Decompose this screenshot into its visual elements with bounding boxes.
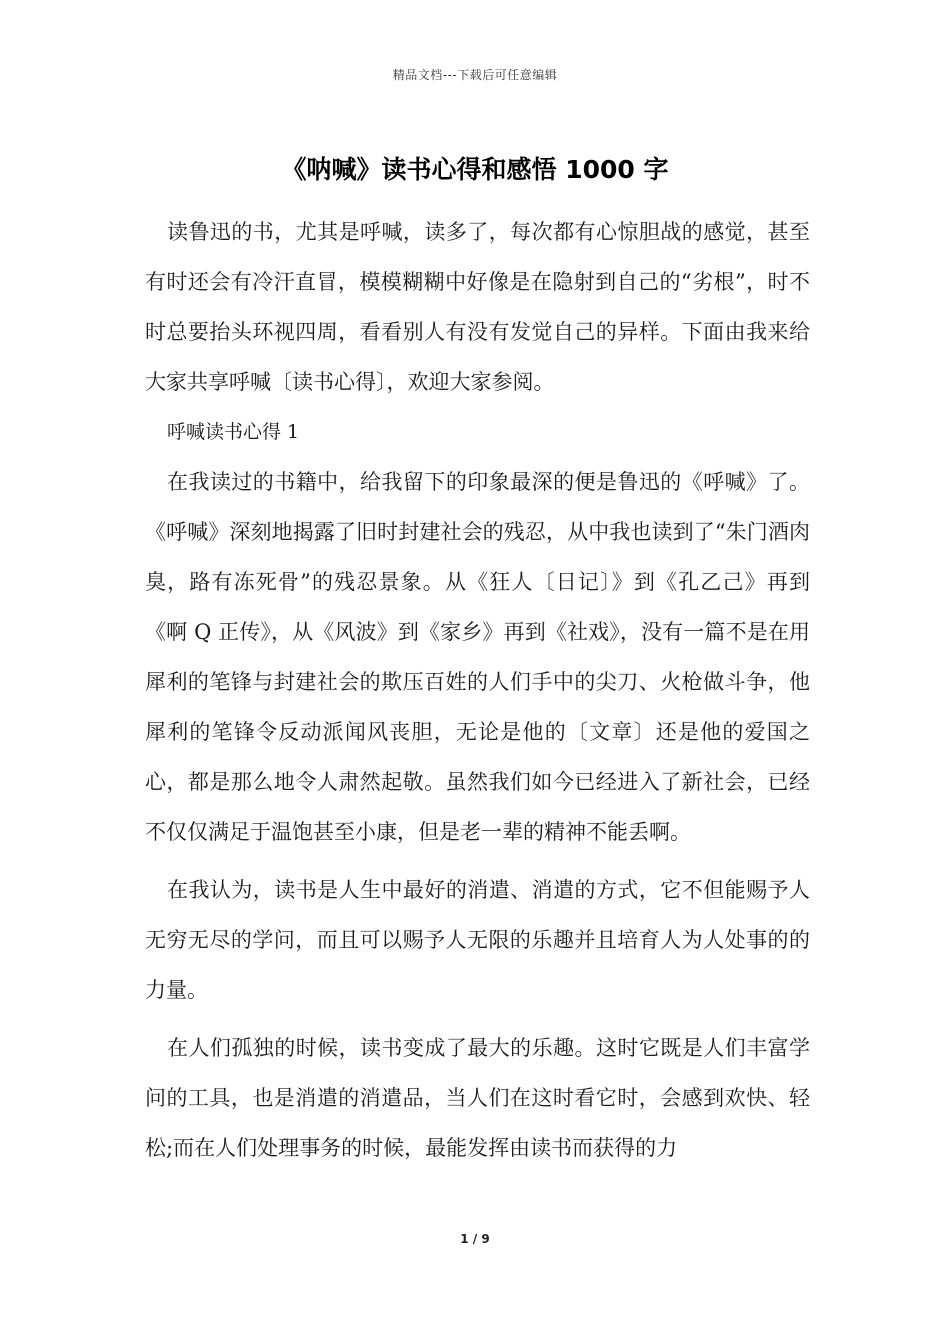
document-body bbox=[145, 207, 810, 1173]
section-heading: 呼喊读书心得 1 bbox=[167, 421, 300, 443]
body-paragraph: 在我认为，读书是人生中最好的消遣、消遣的方式，它不但能赐予人无穷无尽的学问，而且可以赐予人无限的乐趣并且培育人为人处事的的力量。 bbox=[145, 878, 810, 1002]
intro-paragraph: 读鲁迅的书，尤其是呼喊，读多了，每次都有心惊胆战的感觉，甚至有时还会有冷汗直冒，模模糊糊中好像是在隐射到自己的“劣根”，时不时总要抬头环视四周，看看别人有没有发觉自己的异样。下面由我来给大家共享呼喊〔读书心得〕，欢迎大家参阅。 bbox=[145, 220, 810, 394]
document-title: 《呐喊》读书心得和感悟 1000 字 bbox=[281, 155, 669, 184]
header-note: 精品文档---下载后可任意编辑 bbox=[392, 68, 558, 82]
body-paragraph: 在人们孤独的时候，读书变成了最大的乐趣。这时它既是人们丰富学问的工具，也是消遣的消遣品，当人们在这时看它时，会感到欢快、轻松;而在人们处理事务的时候，最能发挥由读书而获得的力 bbox=[145, 1036, 810, 1160]
body-paragraph: 在我读过的书籍中，给我留下的印象最深的便是鲁迅的《呼喊》了。《呼喊》深刻地揭露了旧时封建社会的残忍，从中我也读到了“朱门酒肉臭，路有冻死骨”的残忍景象。从《狂人〔日记〕》到《孔乙己》再到《啊 Q 正传》，从《风波》到《家乡》再到《社戏》，没有一篇不是在用犀利的笔锋与封建社会的欺压百姓的人们手中的尖刀、火枪做斗争，他犀利的笔锋令反动派闻风丧胆，无论是他的〔文章〕还是他的爱国之心，都是那么地令人肃然起敬。虽然我们如今已经进入了新社会，已经不仅仅满足于温饱甚至小康，但是老一辈的精神不能丢啊。 bbox=[145, 470, 810, 844]
page-number: 1 / 9 bbox=[460, 1232, 490, 1246]
